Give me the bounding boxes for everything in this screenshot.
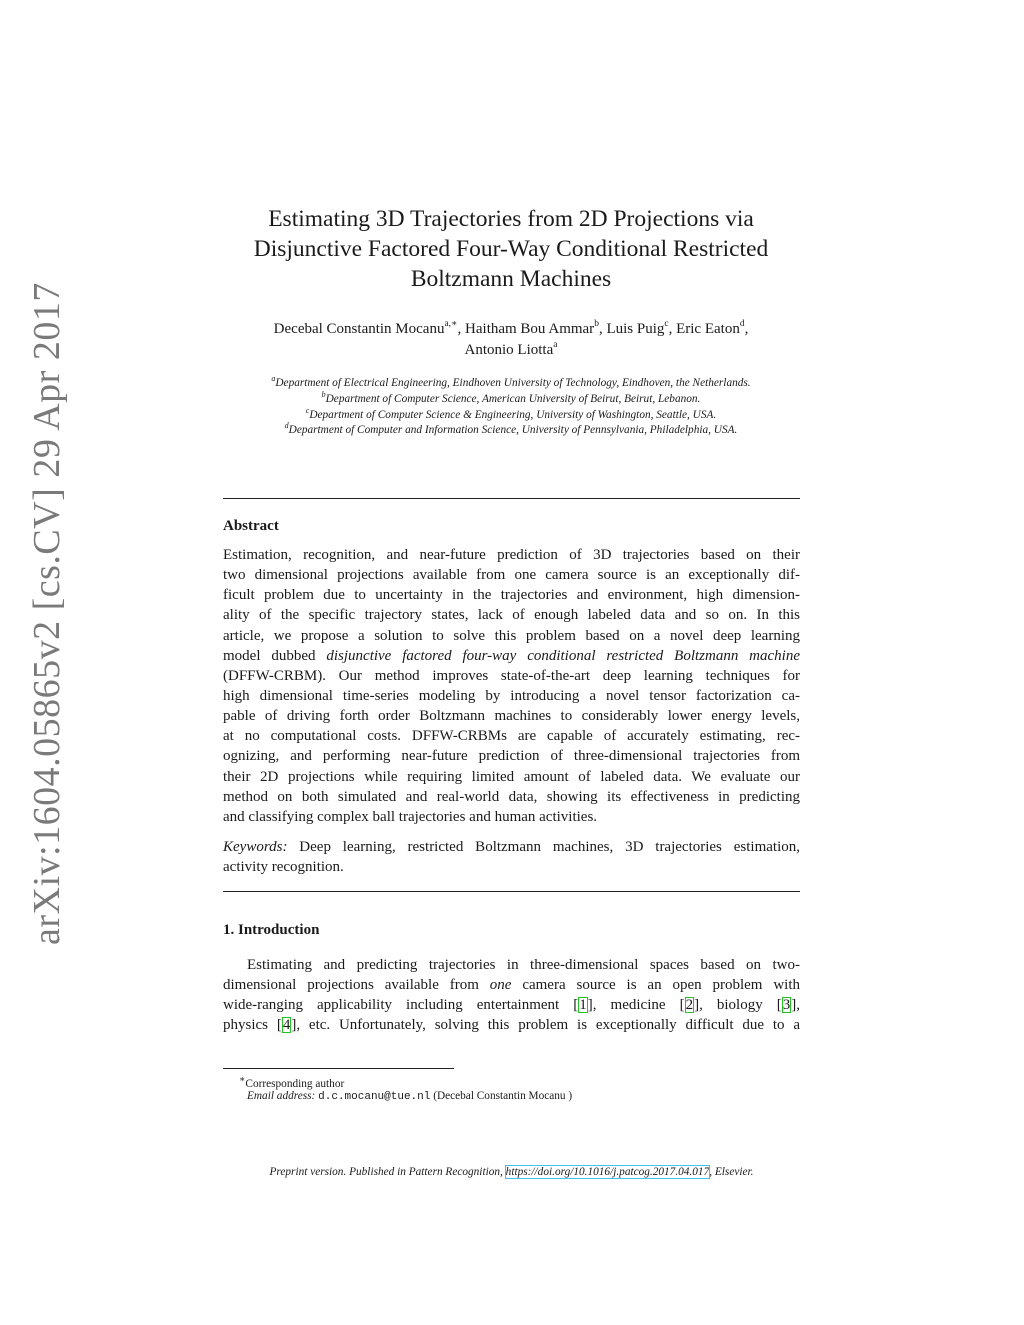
affiliation: Department of Computer Science & Engineering, University of Washington, Seattle, USA. [309,408,717,421]
citation-link-4[interactable]: 4 [282,1017,291,1034]
keywords-text: Deep learning, restricted Boltzmann machines, 3D trajectories estimation, [287,839,800,855]
abstract-line: high dimensional time-series modeling by introducing a novel tensor factorization ca- [223,687,800,704]
affil-mark: c [305,405,310,415]
keywords [223,837,800,877]
intro-text: wide-ranging applicability including entertainment [223,997,574,1014]
model-name-emphasis: disjunctive factored four-way conditional restricted Boltzmann machine [326,647,800,664]
footnote-rule [223,1068,454,1069]
arxiv-identifier-stamp: arXiv:1604.05865v2 [cs.CV] 29 Apr 2017 [26,282,68,945]
abstract-line: ality of the specific trajectory states, lack of enough labeled data and so on. In this [223,607,800,624]
affiliation-list [170,376,852,439]
abstract-text: model dubbed [223,647,327,664]
doi-link[interactable]: https://doi.org/10.1016/j.patcog.2017.04.017 [505,1166,710,1178]
intro-text: physics [223,1017,277,1034]
intro-line: physics [4], etc. Unfortunately, solving this problem is exceptionally difficult due to a [223,1017,800,1034]
affiliation: Department of Computer Science, American University of Beirut, Beirut, Lebanon. [325,392,701,405]
footnote-email [223,1088,800,1105]
intro-line [223,975,800,995]
abstract-line: article, we propose a solution to solve this problem based on a novel deep learning [223,627,800,644]
intro-line: wide-ranging applicability including entertainment [1], medicine [2], biology [3], [223,997,800,1014]
abstract-line: (DFFW-CRBM). Our method improves state-of-the-art deep learning techniques for [223,667,800,684]
abstract-body [223,545,800,827]
abstract-line: and classifying complex ball trajectories and human activities. [223,808,598,825]
intro-text: , [796,997,800,1014]
abstract-line: ficult problem due to uncertainty in the trajectories and environment, high dimension- [223,587,800,604]
keywords-line: activity recognition. [223,859,344,876]
affiliation: Department of Computer and Information Science, University of Pennsylvania, Philadelphia, USA. [288,424,738,437]
abstract-line [223,646,800,666]
intro-text: dimensional projections available from [223,977,490,994]
author-affil-mark: c [664,319,669,329]
section-heading-introduction: 1. Introduction [223,922,320,938]
intro-line: Estimating and predicting trajectories in three-dimensional spaces based on two- [247,957,800,973]
keywords-label: Keywords: [223,839,288,855]
paper-title [222,204,800,294]
abstract-line: Estimation, recognition, and near-future prediction of 3D trajectories based on their [223,547,800,563]
author-name: , Haitham Bou Ammar [457,321,595,337]
abstract-line: pable of driving forth order Boltzmann machines to considerably lower energy levels, [223,708,800,725]
abstract-top-rule [223,498,800,499]
title-line: Disjunctive Factored Four-Way Conditional Restricted [253,236,769,262]
title-line: Boltzmann Machines [410,266,612,292]
citation-link-1[interactable]: 1 [579,997,587,1014]
author-affil-mark: d [739,319,745,329]
affil-mark: a [271,374,276,384]
abstract-line: method on both simulated and real-world data, showing its effectiveness in predicting [223,788,800,805]
author-name: , Eric Eaton [668,321,740,337]
author-name: Decebal Constantin Mocanu [273,321,445,337]
citation-link-3[interactable]: 3 [782,997,791,1014]
footnote-mark: ∗ [239,1075,246,1085]
intro-text: , etc. Unfortunately, solving this problem is exceptionally difficult due to a [296,1017,800,1034]
preprint-text: Preprint version. Published in Pattern Recognition, [269,1166,506,1178]
keywords-line [223,837,800,857]
intro-text: , medicine [592,997,680,1014]
intro-text: , biology [699,997,777,1014]
author-name: , Luis Puig [598,321,665,337]
footnote-text: Corresponding author [245,1077,345,1090]
abstract-bottom-rule [223,891,800,892]
abstract-line: ognizing, and performing near-future prediction of three-dimensional trajectories from [223,748,800,765]
author-affil-mark: b [594,319,599,329]
author-name: Antonio Liotta [464,342,554,358]
abstract-line: two dimensional projections available from one camera source is an exceptionally dif- [223,567,800,584]
affil-mark: d [284,421,289,431]
author-list [222,319,800,361]
intro-emphasis: one [489,977,512,994]
abstract-heading: Abstract [223,518,279,534]
abstract-line: their 2D projections while requiring limited amount of labeled data. We evaluate our [223,768,800,785]
title-line: Estimating 3D Trajectories from 2D Projections via [268,206,754,232]
introduction-body [223,955,800,1036]
author-affil-mark: a,∗ [444,319,458,329]
affil-mark: b [321,390,326,400]
affiliation: Department of Electrical Engineering, Eindhoven University of Technology, Eindhoven, the Netherlands. [275,377,751,389]
author-affil-mark: a [553,340,558,350]
abstract-line: at no computational costs. DFFW-CRBMs are capable of accurately estimating, rec- [223,728,800,745]
email-owner: (Decebal Constantin Mocanu ) [433,1090,573,1102]
citation-link-2[interactable]: 2 [685,997,694,1014]
preprint-note [223,1164,800,1180]
email-link[interactable]: d.c.mocanu@tue.nl [318,1091,431,1103]
intro-text: camera source is an open problem with [511,977,801,994]
email-label: Email address: [247,1090,316,1102]
author-separator: , [744,321,749,337]
preprint-text: , Elsevier. [709,1166,754,1178]
